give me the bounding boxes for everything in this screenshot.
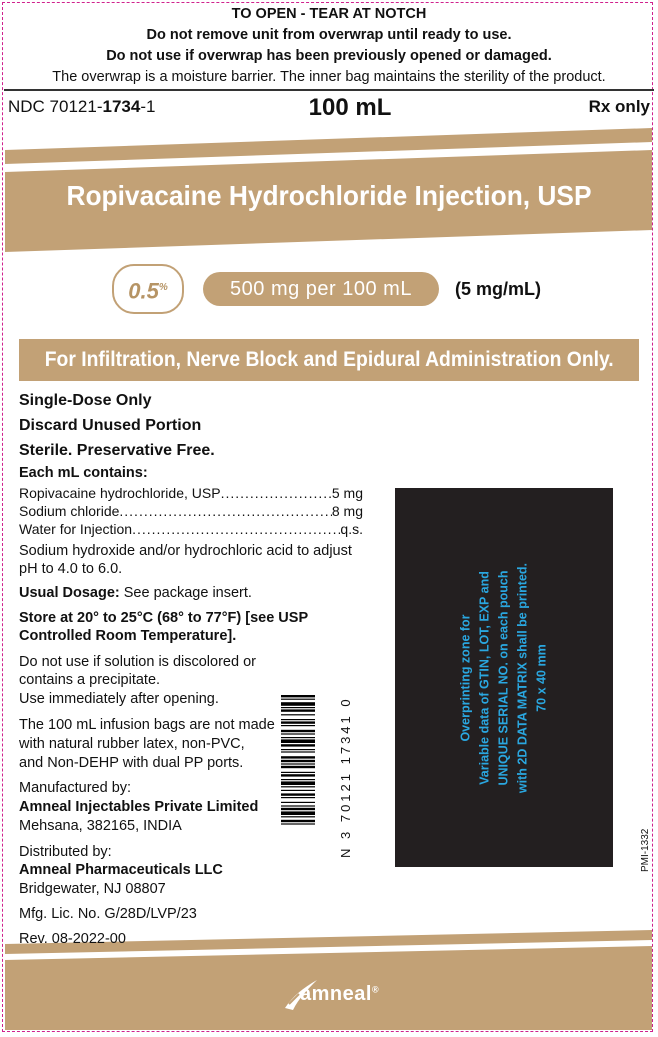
storage: Controlled Room Temperature]. [19,628,237,644]
barcode-bar [281,808,315,810]
each-ml-label: Each mL contains: [19,465,148,481]
manufacturer-name: Amneal Injectables Private Limited [19,799,259,815]
barcode-bar [281,760,315,762]
percent-value: 0.5 [128,278,159,304]
distributor-address: Bridgewater, NJ 08807 [19,881,166,897]
barcode-bar [281,695,315,697]
barcode-bar [281,793,315,795]
barcode-bar [281,739,315,743]
warning: Do not use if solution is discolored or [19,654,256,670]
overwrap-warning-line: Do not use if overwrap has been previously opened or damaged. [106,48,552,64]
barcode-bar [281,721,315,723]
single-dose-label: Single-Dose Only [19,392,152,409]
volume: 100 mL [308,94,392,121]
barcode-bar [281,779,315,780]
barcode-bar [281,805,315,806]
ndc-suffix: -1 [140,97,156,116]
barcode-bar [281,733,315,734]
route-text: For Infiltration, Nerve Block and Epidural Administration Only. [44,348,614,371]
composition-row [19,502,363,520]
zone-text-line: Variable data of GTIN, LOT, EXP and [477,571,492,785]
composition-row [19,520,363,538]
barcode-bar [281,699,315,700]
ph-note: Sodium hydroxide and/or hydrochloric acid to adjust [19,543,352,559]
distributed-by-label: Distributed by: [19,844,112,860]
zone-text-line: Overprinting zone for [458,614,473,742]
manufacturer-address: Mehsana, 382165, INDIA [19,818,182,834]
barcode-bar [281,820,315,822]
upc-barcode [281,695,315,857]
revision: Rev. 08-2022-00 [19,931,126,947]
datamatrix-zone-text [457,498,552,858]
registered-mark: ® [371,984,380,995]
strength-pill: 500 mg per 100 mL [203,272,439,306]
barcode-bar [281,766,315,768]
barcode-bar [281,772,315,773]
barcode-bar [281,737,315,738]
rx-only: Rx only [588,97,650,116]
tear-instruction: TO OPEN - TEAR AT NOTCH [231,6,427,22]
barcode-bar [281,730,315,732]
brand-logo [300,983,379,1006]
barcode-bar [281,802,315,803]
barcode-bar [281,725,315,726]
barcode-bar [281,797,315,798]
zone-text-line: 70 x 40 mm [534,644,549,712]
barcode-digits: N 3 70121 17341 0 [338,696,353,858]
barcode-bar [281,744,315,746]
latex-note: The 100 mL infusion bags are not made [19,717,275,733]
ingredient-name: Water for Injection [19,521,133,537]
barcode-bar [281,816,315,817]
barcode-bar [281,790,315,791]
percent-sign: % [158,282,168,293]
latex-note: with natural rubber latex, non-PVC, [19,736,245,752]
ph-note: pH to 4.0 to 6.0. [19,561,123,577]
ingredient-amount: 5 mg [331,485,363,501]
dosage-text: See package insert. [119,585,252,601]
warning: contains a precipitate. [19,672,161,688]
barcode-bar [281,811,315,815]
barcode-bar [281,719,315,720]
composition-row [19,484,363,502]
barcode-bar [281,763,315,764]
barcode-bar [281,823,315,824]
manufactured-by-label: Manufactured by: [19,780,132,796]
barcode-bar [281,781,315,785]
distributor-name: Amneal Pharmaceuticals LLC [19,862,223,878]
usual-dosage [19,584,252,602]
ingredient-amount: q.s. [340,521,363,537]
warning: Use immediately after opening. [19,691,219,707]
route-banner [19,339,639,381]
percent-badge [112,264,184,314]
barcode-bar [281,709,315,711]
zone-text-line: UNIQUE SERIAL NO. on each pouch [496,570,511,786]
barcode-bar [281,751,315,752]
ingredient-name: Ropivacaine hydrochloride, USP [19,485,221,501]
barcode-bar [281,774,315,776]
mfg-license: Mfg. Lic. No. G/28D/LVP/23 [19,906,197,922]
dosage-label: Usual Dosage: [19,585,120,601]
overwrap-note: The overwrap is a moisture barrier. The inner bag maintains the sterility of the product. [52,69,606,85]
concentration: (5 mg/mL) [455,279,542,299]
pmi-code: PMI-1332 [640,828,651,872]
ndc-prefix: NDC 70121- [8,97,103,116]
ndc-product-code: 1734 [102,97,141,116]
zone-text-line: with 2D DATA MATRIX shall be printed. [515,562,530,794]
overwrap-warning-line: Do not remove unit from overwrap until ready to use. [146,27,512,43]
ingredient-name: Sodium chloride [19,503,120,519]
latex-note: and Non-DEHP with dual PP ports. [19,755,244,771]
discard-label: Discard Unused Portion [19,417,202,434]
barcode-bar [281,756,315,758]
brand-name: amneal [300,983,372,1005]
barcode-bar [281,786,315,787]
ingredient-amount: 8 mg [331,503,363,519]
barcode-bar [281,749,315,750]
product-title: Ropivacaine Hydrochloride Injection, USP [66,180,592,211]
barcode-bar [281,714,315,715]
barcode-bar [281,707,315,708]
storage: Store at 20° to 25°C (68° to 77°F) [see USP [19,610,309,626]
sterile-label: Sterile. Preservative Free. [19,442,215,459]
barcode-bar [281,702,315,706]
